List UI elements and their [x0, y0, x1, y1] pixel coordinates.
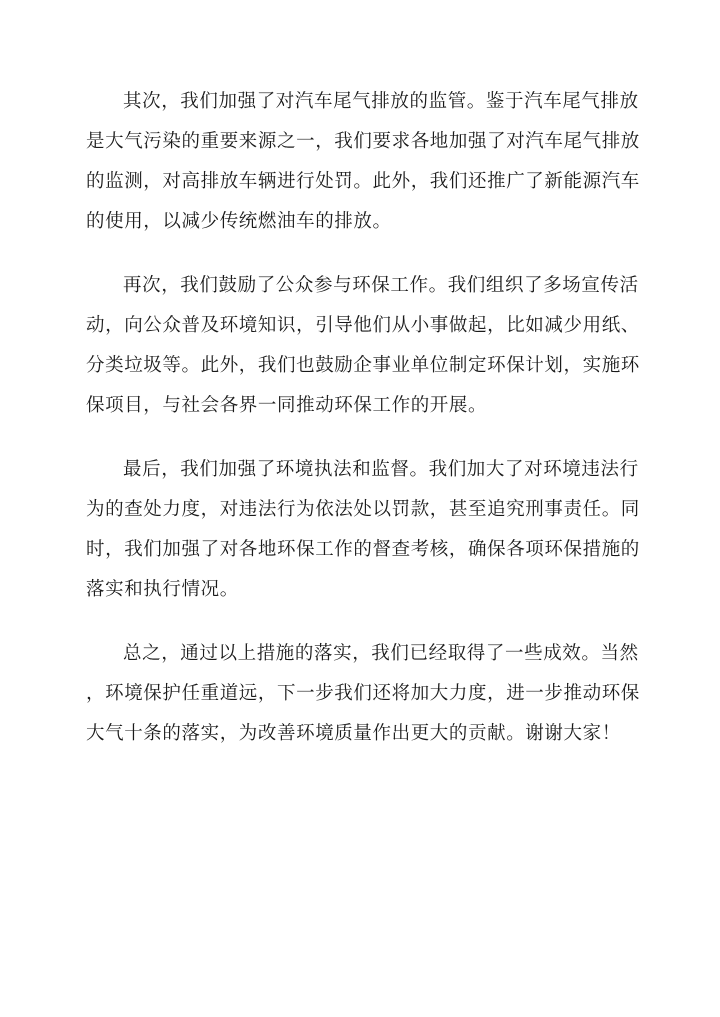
- text-line: 动，向公众普及环境知识，引导他们从小事做起，比如减少用纸、: [86, 315, 640, 336]
- paragraph-conclusion: [86, 634, 640, 754]
- text-line: 的监测，对高排放车辆进行处罚。此外，我们还推广了新能源汽车: [86, 171, 640, 192]
- paragraph-public-participation: [86, 266, 640, 426]
- text-line: 总之，通过以上措施的落实，我们已经取得了一些成效。当然: [123, 643, 639, 664]
- paragraph-enforcement: [86, 450, 640, 610]
- text-line: 分类垃圾等。此外，我们也鼓励企事业单位制定环保计划，实施环: [86, 355, 640, 376]
- text-line: 再次，我们鼓励了公众参与环保工作。我们组织了多场宣传活: [123, 275, 639, 296]
- text-line: ，环境保护任重道远，下一步我们还将加大力度，进一步推动环保: [86, 683, 640, 704]
- text-line: 时，我们加强了对各地环保工作的督查考核，确保各项环保措施的: [86, 539, 640, 560]
- text-line: 为的查处力度，对违法行为依法处以罚款，甚至追究刑事责任。同: [86, 499, 640, 520]
- paragraph-vehicle-emissions: [86, 82, 640, 242]
- document-body: [86, 82, 640, 778]
- text-line: 保项目，与社会各界一同推动环保工作的开展。: [86, 395, 488, 416]
- text-line: 的使用，以减少传统燃油车的排放。: [86, 211, 392, 232]
- text-line: 落实和执行情况。: [86, 579, 239, 600]
- text-line: 是大气污染的重要来源之一，我们要求各地加强了对汽车尾气排放: [86, 131, 640, 152]
- text-line: 大气十条的落实，为改善环境质量作出更大的贡献。谢谢大家！: [86, 723, 621, 744]
- text-line: 最后，我们加强了环境执法和监督。我们加大了对环境违法行: [123, 459, 639, 480]
- text-line: 其次，我们加强了对汽车尾气排放的监管。鉴于汽车尾气排放: [123, 91, 639, 112]
